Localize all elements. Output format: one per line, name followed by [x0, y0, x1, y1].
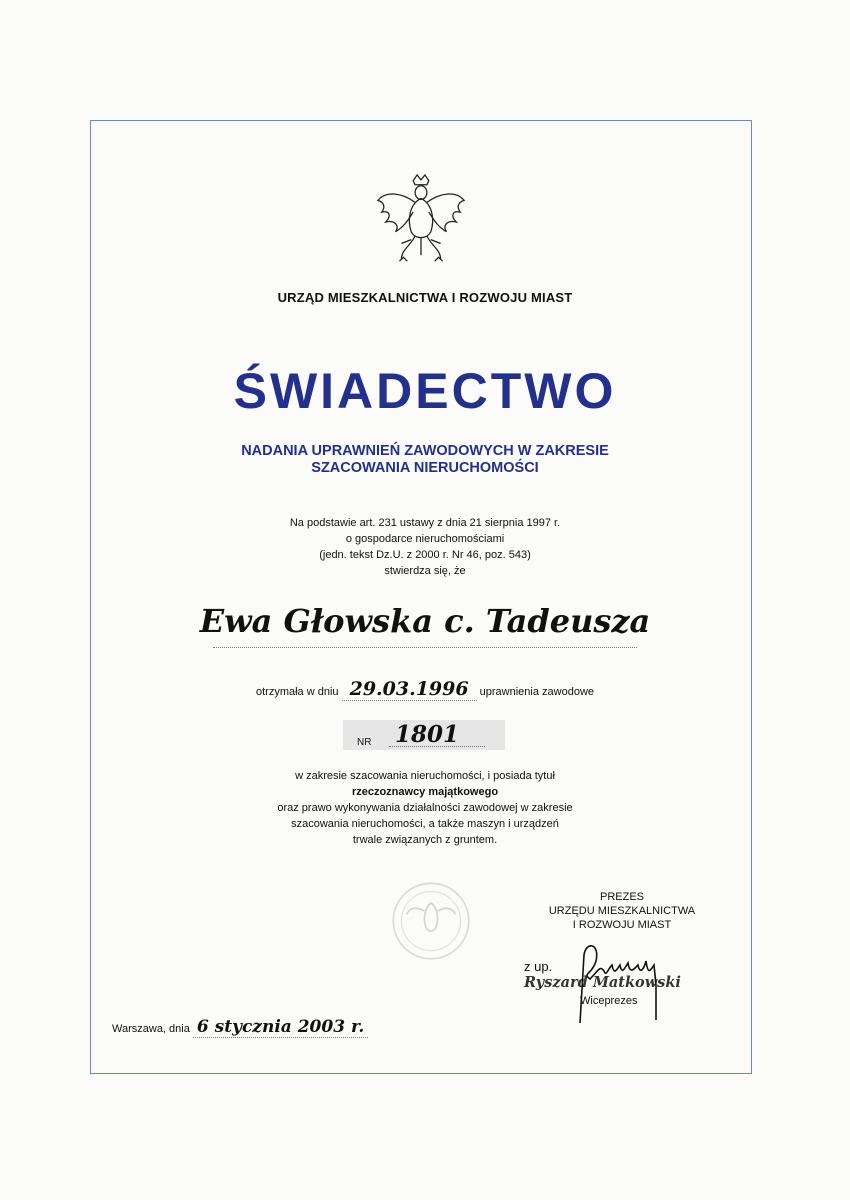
- issue-date: 6 stycznia 2003 r.: [193, 1017, 368, 1038]
- scope-text: [0, 768, 850, 848]
- polish-eagle-emblem-icon: [372, 170, 470, 270]
- scope-line-5: trwale związanych z gruntem.: [352, 834, 498, 846]
- holder-name-dotted-line: [213, 647, 637, 648]
- received-date: 29.03.1996: [342, 678, 477, 701]
- place-and-date: [112, 1017, 368, 1038]
- embossed-seal-icon: [390, 880, 472, 962]
- issuing-office-header: URZĄD MIESZKALNICTWA I ROZWOJU MIAST: [277, 290, 573, 305]
- handwritten-signature: [560, 935, 710, 1025]
- scope-line-3: oraz prawo wykonywania działalności zawodowej w zakresie: [277, 802, 573, 814]
- legal-line-2: o gospodarce nieruchomościami: [345, 533, 505, 545]
- signatory-role: Wiceprezes: [580, 995, 638, 1007]
- scope-line-4: szacowania nieruchomości, a także maszyn i urządzeń: [291, 818, 559, 830]
- certificate-title: ŚWIADECTWO: [233, 363, 617, 419]
- legal-line-3: (jedn. tekst Dz.U. z 2000 r. Nr 46, poz. 543): [319, 549, 531, 561]
- subtitle-line-1: NADANIA UPRAWNIEŃ ZAWODOWYCH W ZAKRESIE: [241, 443, 609, 459]
- legal-line-4: stwierdza się, że: [384, 565, 466, 577]
- professional-title: rzeczoznawcy majątkowego: [351, 786, 499, 798]
- holder-name: Ewa Głowska c. Tadeusza: [199, 602, 651, 640]
- president-line-3: I ROZWOJU MIAST: [572, 919, 672, 931]
- number-label: NR: [357, 737, 372, 748]
- scope-line-1: w zakresie szacowania nieruchomości, i posiada tytuł: [295, 770, 555, 782]
- certificate-number-box: [343, 720, 505, 750]
- legal-basis-text: [0, 515, 850, 579]
- on-behalf-label: z up.: [524, 959, 553, 974]
- received-suffix: uprawnienia zawodowe: [479, 686, 595, 698]
- received-prefix: otrzymała w dniu: [255, 686, 339, 698]
- president-title-block: [540, 890, 704, 932]
- president-line-2: URZĘDU MIESZKALNICTWA: [548, 905, 696, 917]
- president-line-1: PREZES: [599, 891, 644, 903]
- signatory-name-stamp: Ryszard Matkowski: [524, 974, 681, 991]
- number-value: 1801: [395, 721, 460, 748]
- subtitle-line-2: SZACOWANIA NIERUCHOMOŚCI: [311, 460, 539, 476]
- place-label: Warszawa, dnia: [112, 1023, 190, 1035]
- legal-line-1: Na podstawie art. 231 ustawy z dnia 21 sierpnia 1997 r.: [289, 517, 561, 529]
- certificate-subtitle: [0, 443, 850, 477]
- number-dotted-line: [389, 746, 485, 747]
- received-line: [0, 678, 850, 701]
